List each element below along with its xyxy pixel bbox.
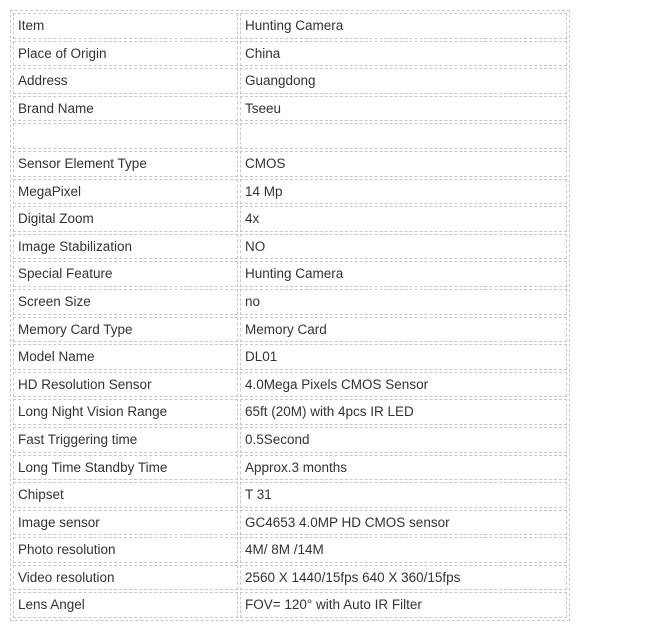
spec-key: HD Resolution Sensor [13,372,238,398]
table-row [13,510,567,536]
spec-value: 4M/ 8M /14M [240,537,567,563]
spec-key: Place of Origin [13,41,238,67]
spec-key: Digital Zoom [13,206,238,232]
spec-value: Guangdong [240,68,567,94]
spec-key: Lens Angel [13,592,238,618]
spec-value: China [240,41,567,67]
spec-key: Image Stabilization [13,234,238,260]
spec-key: Long Night Vision Range [13,399,238,425]
spec-key: Model Name [13,344,238,370]
table-row-empty [13,123,567,149]
spec-value: Hunting Camera [240,13,567,39]
spec-value: CMOS [240,151,567,177]
spec-key: Chipset [13,482,238,508]
table-row [13,537,567,563]
spec-key: Fast Triggering time [13,427,238,453]
table-row [13,151,567,177]
spec-key: Address [13,68,238,94]
table-row [13,427,567,453]
table-row [13,96,567,122]
spec-value: NO [240,234,567,260]
spec-value: 2560 X 1440/15fps 640 X 360/15fps [240,565,567,591]
spec-value: no [240,289,567,315]
spec-value: Approx.3 months [240,455,567,481]
spec-key: Brand Name [13,96,238,122]
spec-key: Item [13,13,238,39]
table-row [13,372,567,398]
table-row [13,592,567,618]
table-row [13,179,567,205]
table-row [13,41,567,67]
table-row [13,399,567,425]
spec-value: Memory Card [240,317,567,343]
spec-key: MegaPixel [13,179,238,205]
spec-key: Sensor Element Type [13,151,238,177]
table-row [13,13,567,39]
table-row [13,234,567,260]
spec-key [13,123,238,149]
spec-value: 14 Mp [240,179,567,205]
spec-key: Memory Card Type [13,317,238,343]
spec-value: Tseeu [240,96,567,122]
spec-value: FOV= 120° with Auto IR Filter [240,592,567,618]
spec-value: 0.5Second [240,427,567,453]
spec-key: Image sensor [13,510,238,536]
spec-key: Photo resolution [13,537,238,563]
spec-value: 65ft (20M) with 4pcs IR LED [240,399,567,425]
table-row [13,289,567,315]
spec-value: GC4653 4.0MP HD CMOS sensor [240,510,567,536]
table-row [13,455,567,481]
table-row [13,482,567,508]
table-row [13,68,567,94]
spec-table [10,10,570,621]
spec-value: 4x [240,206,567,232]
table-row [13,344,567,370]
spec-key: Long Time Standby Time [13,455,238,481]
table-row [13,261,567,287]
spec-value: T 31 [240,482,567,508]
table-row [13,317,567,343]
spec-value: 4.0Mega Pixels CMOS Sensor [240,372,567,398]
spec-key: Video resolution [13,565,238,591]
table-row [13,565,567,591]
spec-key: Special Feature [13,261,238,287]
table-row [13,206,567,232]
spec-table-body [13,13,567,618]
spec-value: DL01 [240,344,567,370]
spec-value [240,123,567,149]
spec-value: Hunting Camera [240,261,567,287]
spec-key: Screen Size [13,289,238,315]
